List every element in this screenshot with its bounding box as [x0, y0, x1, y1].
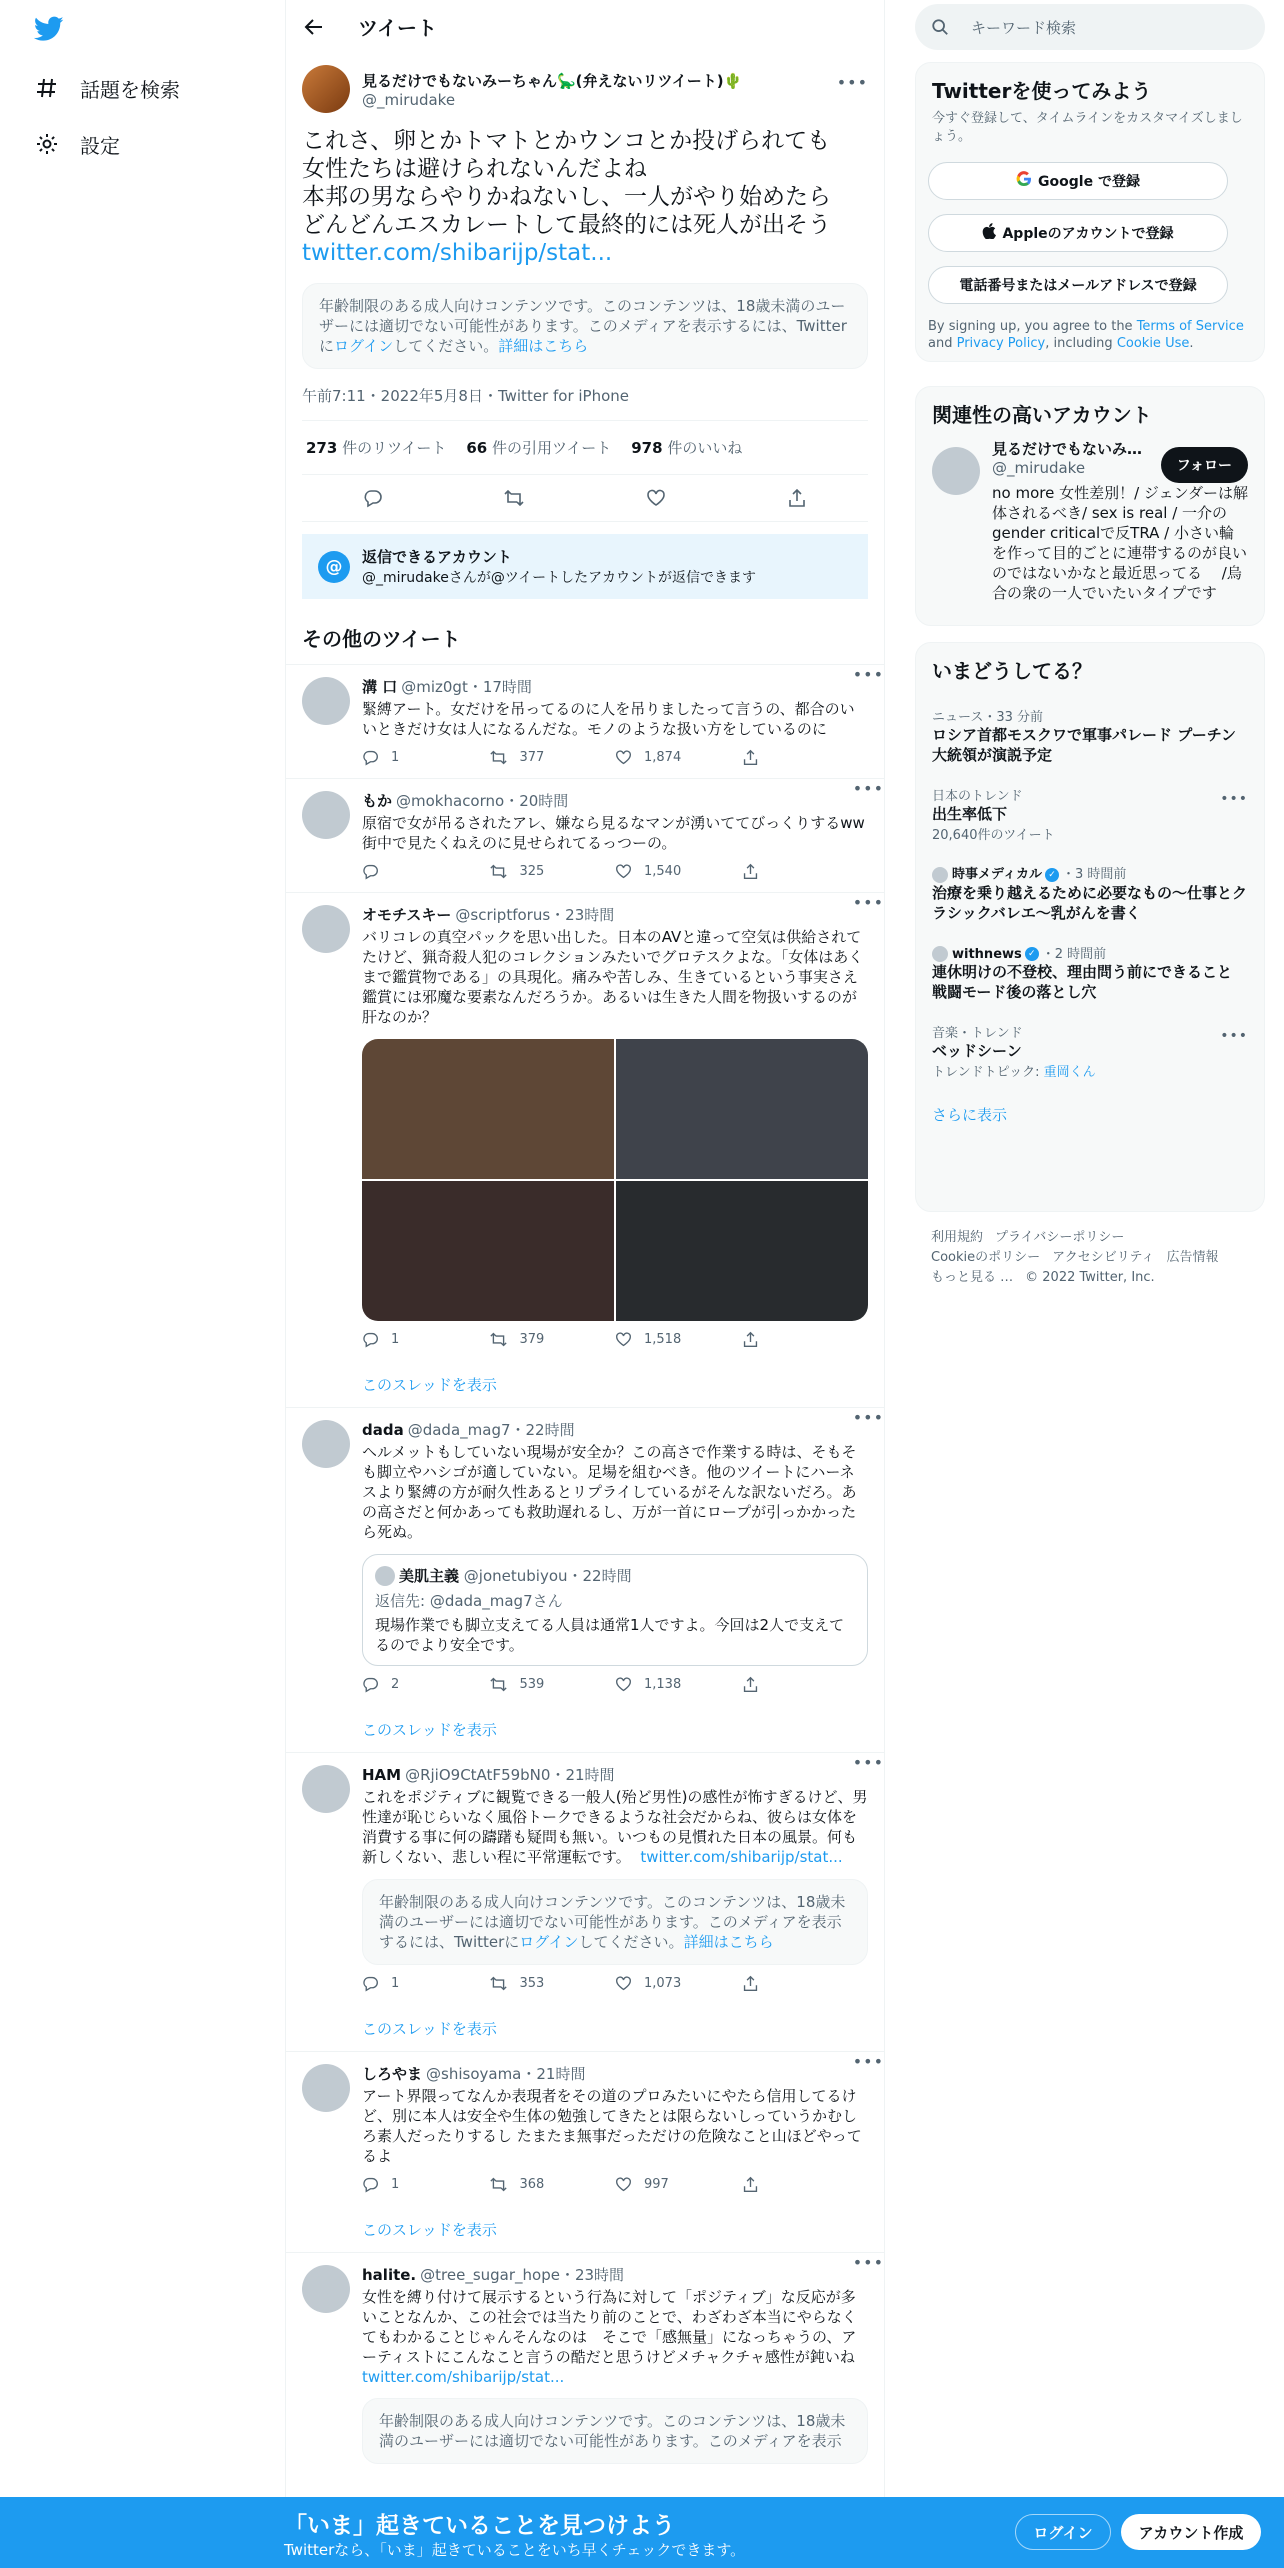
- avatar[interactable]: [302, 65, 350, 113]
- more-options-icon[interactable]: •••: [852, 1753, 884, 1772]
- reply-icon: [362, 863, 379, 880]
- like-count: 997: [644, 2177, 669, 2192]
- author-handle[interactable]: @shisoyama: [426, 2065, 522, 2083]
- phone-email-signup-button[interactable]: [928, 266, 1228, 304]
- show-thread-link[interactable]: このスレッドを表示: [362, 1721, 497, 1739]
- signup-terms: [916, 304, 1264, 366]
- media-image[interactable]: [616, 1181, 868, 1321]
- more-options-icon[interactable]: •••: [852, 779, 884, 798]
- show-thread-link[interactable]: このスレッドを表示: [362, 2020, 497, 2038]
- share-icon: [742, 749, 759, 766]
- main-column: [285, 0, 885, 2568]
- quote-count-label: 件の引用ツイート: [487, 439, 612, 457]
- footer-link[interactable]: もっと見る …: [931, 1270, 1014, 1285]
- google-icon: [1016, 171, 1032, 191]
- tweet-item[interactable]: [286, 893, 884, 1408]
- media-image[interactable]: [362, 1181, 614, 1321]
- trend-count: 20,640件のツイート: [932, 828, 1055, 843]
- trend-meta: ・3 時間前: [1061, 867, 1127, 882]
- back-arrow-icon[interactable]: [302, 15, 326, 39]
- tweet-time[interactable]: ・21時間: [521, 2065, 586, 2083]
- like-button[interactable]: [615, 2176, 742, 2193]
- avatar[interactable]: [302, 2265, 350, 2313]
- reply-restriction-title: 返信できるアカウント: [362, 548, 512, 566]
- tweet-text: [362, 1787, 868, 1867]
- apple-icon: [982, 223, 996, 243]
- trend-name: 連休明けの不登校、理由問う前にできること 戦闘モード後の落とし穴: [932, 963, 1248, 1001]
- media-image[interactable]: [616, 1039, 868, 1179]
- tweet-actions: [362, 863, 868, 880]
- avatar: [932, 867, 948, 883]
- avatar[interactable]: [302, 905, 350, 953]
- tweet-item[interactable]: [286, 1753, 884, 2052]
- page-header: [286, 0, 884, 53]
- search-icon: [931, 17, 951, 37]
- signup-panel: [915, 62, 1265, 362]
- retweet-icon: [489, 863, 508, 880]
- reply-restriction-sub: @_mirudakeさんが@ツイートしたアカウントが返信できます: [362, 570, 757, 586]
- related-account-name[interactable]: 見るだけでもないみ…: [992, 440, 1143, 458]
- quoted-tweet[interactable]: [362, 1554, 868, 1666]
- retweet-count: 377: [519, 750, 545, 765]
- retweet-count: 325: [519, 864, 545, 879]
- warning-text: 年齢制限のある成人向けコンテンツです。このコンテンツは、18歳未満のユーザーには適切でない可能性があります。このメディアを表示するには、Twitterに: [379, 1893, 846, 1951]
- author-name[interactable]: しろやま: [362, 2065, 423, 2083]
- search-input[interactable]: [915, 4, 1265, 50]
- nav-explore-label: 話題を検索: [80, 77, 180, 102]
- more-options-icon[interactable]: •••: [1220, 1028, 1248, 1044]
- reply-restriction-notice: [302, 534, 868, 599]
- twitter-logo-icon[interactable]: [34, 16, 64, 42]
- tweet-time[interactable]: ・22時間: [510, 1421, 575, 1439]
- retweet-button[interactable]: [489, 1676, 616, 1693]
- more-tweets-heading: その他のツイート: [286, 611, 884, 665]
- privacy-policy-link[interactable]: Privacy Policy: [956, 336, 1046, 351]
- apple-signup-button[interactable]: [928, 214, 1228, 252]
- like-count: 1,540: [644, 864, 682, 879]
- trend-topic: [932, 1061, 1248, 1080]
- more-options-icon[interactable]: •••: [852, 2253, 884, 2272]
- like-button[interactable]: [615, 1975, 742, 1992]
- trend-meta: 日本のトレンド: [932, 789, 1023, 804]
- copyright: © 2022 Twitter, Inc.: [1025, 1270, 1155, 1285]
- avatar[interactable]: [302, 1765, 350, 1813]
- author-name[interactable]: HAM: [362, 1766, 402, 1784]
- share-button[interactable]: [742, 863, 869, 880]
- phone-signup-label: 電話番号またはメールアドレスで登録: [959, 278, 1197, 294]
- retweet-icon: [489, 1975, 508, 1992]
- like-icon: [615, 1331, 632, 1348]
- more-options-icon[interactable]: •••: [836, 73, 868, 92]
- quote-author-name: 美肌主義: [399, 1567, 460, 1585]
- like-button[interactable]: [615, 863, 742, 880]
- tweet-stats: [302, 421, 868, 475]
- avatar[interactable]: [302, 677, 350, 725]
- nav-settings[interactable]: [34, 122, 120, 166]
- share-icon: [742, 1975, 759, 1992]
- tweet-time[interactable]: ・17時間: [467, 678, 532, 696]
- retweet-button[interactable]: [489, 863, 616, 880]
- share-button[interactable]: [742, 1331, 869, 1348]
- terms-text: By signing up, you agree to the: [928, 319, 1137, 334]
- author-name[interactable]: もか: [362, 792, 393, 810]
- reply-icon: [362, 2176, 379, 2193]
- quote-count[interactable]: [466, 437, 611, 458]
- trend-source-line: [932, 863, 1248, 883]
- share-icon: [742, 1676, 759, 1693]
- learn-more-link[interactable]: 詳細はこちら: [683, 1933, 774, 1951]
- reply-icon: [362, 1331, 379, 1348]
- warning-text-mid: してください。: [393, 337, 499, 355]
- related-accounts-panel: [915, 386, 1265, 626]
- google-signup-label: Google で登録: [1038, 174, 1140, 190]
- like-count-value: 978: [631, 439, 663, 457]
- share-icon: [742, 1331, 759, 1348]
- reply-count: 1: [391, 2177, 400, 2192]
- share-icon[interactable]: [786, 487, 808, 509]
- tweet-actions: [362, 1676, 868, 1693]
- retweet-count: 368: [519, 2177, 545, 2192]
- trend-name: ベッドシーン: [932, 1042, 1022, 1060]
- retweet-icon: [489, 1676, 508, 1693]
- tweet-actions: [362, 1975, 868, 1992]
- tweet-link[interactable]: twitter.com/shibarijp/stat...: [640, 1848, 843, 1866]
- share-icon: [742, 2176, 759, 2193]
- author-handle[interactable]: @_mirudake: [362, 90, 456, 109]
- author-name[interactable]: 溝 口: [362, 678, 398, 696]
- trend-source: withnews: [952, 946, 1022, 962]
- like-count: 1,138: [644, 1677, 682, 1692]
- share-button[interactable]: [742, 1975, 869, 1992]
- avatar[interactable]: [302, 2064, 350, 2112]
- avatar: [375, 1566, 395, 1586]
- tweet-text: 原宿で女が吊るされたアレ、嫌なら見るなマンが湧いててびっくりするww街中で見たくねえのに見せられてるっつーの。: [362, 814, 865, 852]
- login-button[interactable]: ログイン: [1015, 2514, 1111, 2550]
- reply-icon: [362, 749, 379, 766]
- search-placeholder: キーワード検索: [971, 18, 1077, 37]
- show-thread-link[interactable]: このスレッドを表示: [362, 2221, 497, 2239]
- author-handle[interactable]: @scriptforus: [455, 906, 551, 924]
- trend-meta: ・2 時間前: [1041, 946, 1107, 962]
- terms-text: and: [928, 336, 957, 351]
- tweet-link[interactable]: twitter.com/shibarijp/stat...: [362, 2368, 565, 2386]
- focal-tweet: [286, 53, 884, 599]
- author-name[interactable]: オモチスキー: [362, 906, 452, 924]
- signup-title: Twitterを使ってみよう: [932, 79, 1152, 103]
- share-button[interactable]: [742, 2176, 869, 2193]
- retweet-count: 353: [519, 1976, 545, 1991]
- trend-item[interactable]: [916, 1012, 1264, 1090]
- apple-signup-label: Appleのアカウントで登録: [1002, 226, 1174, 242]
- related-account-handle[interactable]: @_mirudake: [992, 459, 1086, 477]
- tweet-time[interactable]: ・23時間: [550, 906, 615, 924]
- reply-button[interactable]: [362, 1975, 489, 1992]
- footer-link[interactable]: Cookieのポリシー: [931, 1250, 1041, 1265]
- share-button[interactable]: [742, 1676, 869, 1693]
- tweet-meta: 午前7:11・2022年5月8日・Twitter for iPhone: [302, 371, 868, 421]
- quote-time: ・22時間: [567, 1567, 632, 1585]
- reply-icon[interactable]: [362, 487, 384, 509]
- share-icon: [742, 863, 759, 880]
- page-title: ツイート: [358, 16, 437, 40]
- footer-link[interactable]: 利用規約: [931, 1230, 984, 1245]
- reply-count: 1: [391, 1332, 400, 1347]
- tweet-item[interactable]: [286, 2253, 884, 2476]
- author-name[interactable]: 見るだけでもないみーちゃん🦕(弁えないリツイート)🌵: [362, 71, 743, 90]
- verified-badge-icon: ✓: [1045, 868, 1059, 882]
- verified-badge-icon: ✓: [1025, 947, 1039, 961]
- reply-button[interactable]: [362, 749, 489, 766]
- tweet-item[interactable]: [286, 1408, 884, 1753]
- trend-name: 治療を乗り越えるために必要なもの～仕事とクラシックバレエ～乳がんを書く: [932, 883, 1248, 922]
- signup-sub: 今すぐ登録して、タイムラインをカスタマイズしましょう。: [932, 111, 1243, 144]
- like-button[interactable]: [615, 749, 742, 766]
- tweet-text-body: これをポジティブに観覧できる一般人(殆ど男性)の感性が怖すぎるけど、男性達が恥じらいなく風俗トークできるような社会だからね、彼らは女体を消費する事に何の躊躇も疑問も無い。いつもの見慣れた日本の風景。何も新しくない、悲しい程に平常運転です。: [362, 1788, 868, 1866]
- trend-source: 時事メディカル: [952, 867, 1042, 882]
- nav-settings-label: 設定: [80, 133, 120, 158]
- learn-more-link[interactable]: 詳細はこちら: [498, 337, 589, 355]
- tweet-text: 女性を縛り付けて展示するという行為に対して「ポジティブ」な反応が多いことなんか、この社会では当たり前のことで、わざわざ本当にやらなくてもわかることじゃんそんなのは そこで「感無量」になっちゃうの、アーティストにこんなこと言うの酷だと思うけどメチャクチャ感性が鈍いね: [362, 2288, 857, 2366]
- trend-item[interactable]: [916, 696, 1264, 775]
- retweet-button[interactable]: [489, 2176, 616, 2193]
- quote-count-value: 66: [466, 439, 488, 457]
- tweet-item[interactable]: [286, 665, 884, 779]
- footer-links: [931, 1228, 1261, 1288]
- reply-button[interactable]: [362, 1676, 489, 1693]
- terms-text: .: [1189, 336, 1194, 351]
- tweet-item[interactable]: [286, 2052, 884, 2253]
- nav-explore[interactable]: [34, 66, 180, 110]
- tweet-time[interactable]: ・21時間: [550, 1766, 615, 1784]
- warning-text-mid: してください。: [578, 1933, 684, 1951]
- bottom-bar-subtitle: Twitterなら、「いま」起きていることをいち早くチェックできます。: [284, 2541, 746, 2559]
- retweet-button[interactable]: [489, 1975, 616, 1992]
- more-options-icon[interactable]: •••: [852, 665, 884, 684]
- trend-item[interactable]: [916, 933, 1264, 1013]
- author-name[interactable]: halite.: [362, 2266, 417, 2284]
- more-options-icon[interactable]: •••: [852, 1408, 884, 1427]
- quote-reply-to: 返信先: @dada_mag7さん: [375, 1592, 563, 1610]
- retweet-button[interactable]: [489, 749, 616, 766]
- trend-meta: 音楽・トレンド: [932, 1026, 1023, 1041]
- author-handle[interactable]: @RjiO9CtAtF59bN0: [405, 1766, 551, 1784]
- quote-author-handle: @jonetubiyou: [463, 1566, 568, 1585]
- left-nav: [0, 0, 285, 2568]
- more-options-icon[interactable]: •••: [1220, 791, 1248, 807]
- like-icon[interactable]: [645, 487, 667, 509]
- hashtag-icon: [34, 75, 60, 101]
- tweet-text: ヘルメットもしていない現場が安全か？この高さで作業する時は、そもそも脚立やハシゴが適していない。足場を組むべき。他のツイートにハーネスより緊縛の方が耐久性あるとリプライしているがそんな訳ないだろ。あの高さだと何かあっても救助遅れるし、万が一首にロープが引っかかったら死ぬ。: [362, 1443, 857, 1541]
- trend-topic-link[interactable]: 重岡くん: [1043, 1065, 1096, 1080]
- sensitive-content-warning: 年齢制限のある成人向けコンテンツです。このコンテンツは、18歳未満のユーザーには適切でない可能性があります。このメディアを表示: [362, 2398, 868, 2464]
- terms-of-service-link[interactable]: Terms of Service: [1136, 319, 1244, 334]
- author-name[interactable]: dada: [362, 1421, 404, 1439]
- trend-meta: ニュース・33 分前: [932, 710, 1044, 725]
- tweet-actions: [362, 2176, 868, 2193]
- reply-button[interactable]: [362, 1331, 489, 1348]
- retweet-icon: [489, 1331, 508, 1348]
- author-handle[interactable]: @mokhacorno: [396, 792, 505, 810]
- tweet-time[interactable]: ・23時間: [559, 2266, 625, 2284]
- like-icon: [615, 1975, 632, 1992]
- author-handle[interactable]: @miz0gt: [401, 678, 468, 696]
- warning-text: 年齢制限のある成人向けコンテンツです。このコンテンツは、18歳未満のユーザーには適切でない可能性があります。このメディアを表示するには、Twitterに: [319, 297, 847, 355]
- bottom-bar-title: 「いま」起きていることを見つけよう: [284, 2513, 675, 2539]
- show-more-link[interactable]: さらに表示: [932, 1106, 1008, 1124]
- avatar[interactable]: [302, 1420, 350, 1468]
- reply-count: 2: [391, 1677, 400, 1692]
- footer-link[interactable]: アクセシビリティ: [1052, 1250, 1155, 1265]
- reply-icon: [362, 1975, 379, 1992]
- trend-item[interactable]: [916, 775, 1264, 853]
- signup-button[interactable]: アカウント作成: [1121, 2514, 1261, 2550]
- login-link[interactable]: ログイン: [334, 337, 394, 355]
- cookie-use-link[interactable]: Cookie Use: [1116, 336, 1190, 351]
- retweet-count-label: 件のリツイート: [337, 439, 447, 457]
- author-handle[interactable]: @dada_mag7: [407, 1421, 511, 1439]
- tweet-text: 緊縛アート。女だけを吊ってるのに人を吊りましたって言うの、都合のいいときだけ女は人になるんだな。モノのような扱い方をしているのに: [362, 700, 855, 738]
- sensitive-content-warning: [362, 1879, 868, 1965]
- tweet-text: バリコレの真空パックを思い出した。日本のAVと違って空気は供給されてたけど、猟奇殺人犯のコレクションみたいでグロテスクよな。「女体はあくまで鑑賞物である」の具現化。痛みや苦しみ、生きているという事実さえ鑑賞には邪魔な要素なんだろうか。あるいは生きた人間を物扱いするのが肝なのか？: [362, 928, 864, 1026]
- reply-icon: [362, 1676, 379, 1693]
- more-options-icon[interactable]: •••: [852, 893, 884, 912]
- like-icon: [615, 863, 632, 880]
- related-title: 関連性の高いアカウント: [932, 403, 1152, 427]
- gear-icon: [34, 131, 60, 157]
- author-handle[interactable]: @tree_sugar_hope: [420, 2266, 560, 2284]
- like-count: 1,518: [644, 1332, 682, 1347]
- reply-count: 1: [391, 1976, 400, 1991]
- follow-button[interactable]: フォロー: [1161, 447, 1248, 483]
- google-signup-button[interactable]: [928, 162, 1228, 200]
- more-options-icon[interactable]: •••: [852, 2052, 884, 2071]
- media-image[interactable]: [362, 1039, 614, 1179]
- trend-name: 出生率低下: [932, 805, 1008, 823]
- avatar: [932, 946, 948, 962]
- at-icon: @: [318, 551, 350, 583]
- trend-topic-label: トレンドトピック:: [932, 1065, 1044, 1080]
- tweet-actions: [302, 475, 868, 522]
- footer-link[interactable]: 広告情報: [1166, 1250, 1219, 1265]
- trend-item[interactable]: [916, 853, 1264, 933]
- retweet-count-value: 273: [306, 439, 338, 457]
- like-count-label: 件のいいね: [662, 439, 743, 457]
- tweet-time[interactable]: ・20時間: [504, 792, 569, 810]
- retweet-icon: [489, 749, 508, 766]
- like-icon: [615, 1676, 632, 1693]
- like-count[interactable]: [631, 437, 742, 458]
- media-grid[interactable]: [362, 1039, 868, 1321]
- like-icon: [615, 2176, 632, 2193]
- trends-title: いまどうしてる？: [932, 659, 1092, 683]
- tweet-text: これさ、卵とかトマトとかウンコとか投げられても 女性たちは避けられないんだよね 本邦の男ならやりかねないし、一人がやり始めたら どんどんエスカレートして最終的には死人が出そう: [302, 128, 831, 238]
- trend-source-line: [932, 943, 1248, 963]
- tweet-link[interactable]: twitter.com/shibarijp/stat...: [302, 240, 613, 266]
- retweet-count[interactable]: [306, 437, 446, 458]
- like-button[interactable]: [615, 1331, 742, 1348]
- tweet-actions: [362, 1331, 868, 1348]
- like-icon: [615, 749, 632, 766]
- reply-count: 1: [391, 750, 400, 765]
- terms-text: , including: [1045, 336, 1117, 351]
- trends-panel: [915, 642, 1265, 1212]
- sensitive-content-warning: [302, 283, 868, 369]
- footer-link[interactable]: プライバシーポリシー: [995, 1230, 1125, 1245]
- reply-button[interactable]: [362, 863, 489, 880]
- trend-name: ロシア首都モスクワで軍事パレード プーチン大統領が演説予定: [932, 726, 1237, 764]
- tweet-item[interactable]: [286, 779, 884, 893]
- like-count: 1,874: [644, 750, 682, 765]
- retweet-count: 539: [519, 1677, 545, 1692]
- like-button[interactable]: [615, 1676, 742, 1693]
- retweet-icon: [489, 2176, 508, 2193]
- bottom-signup-bar: [0, 2497, 1284, 2568]
- tweet-actions: [362, 749, 868, 766]
- share-button[interactable]: [742, 749, 869, 766]
- avatar[interactable]: [302, 791, 350, 839]
- retweet-icon[interactable]: [503, 487, 525, 509]
- tweet-text: アート界隈ってなんか表現者をその道のプロみたいにやたら信用してるけど、別に本人は安全や生体の勉強してきたとは限らないしっていうかむしろ素人だったりするし たまたま無事だっただけの危険なこと山ほどやってるよ: [362, 2087, 862, 2165]
- quote-text: 現場作業でも脚立支えてる人員は通常1人ですよ。今回は2人で支えてるのでより安全です。: [375, 1616, 845, 1654]
- related-account-bio: no more 女性差別！/ ジェンダーは解体されるべき/ sex is real / 一介のgender criticalで反TRA / 小さい輪を作って目的ごとに連帯するのが良いのではないかなと最近思ってる /烏合の衆の一人でいたいタイプです: [992, 484, 1248, 602]
- retweet-count: 379: [519, 1332, 545, 1347]
- reply-button[interactable]: [362, 2176, 489, 2193]
- retweet-button[interactable]: [489, 1331, 616, 1348]
- login-link[interactable]: ログイン: [519, 1933, 579, 1951]
- like-count: 1,073: [644, 1976, 682, 1991]
- show-thread-link[interactable]: このスレッドを表示: [362, 1376, 497, 1394]
